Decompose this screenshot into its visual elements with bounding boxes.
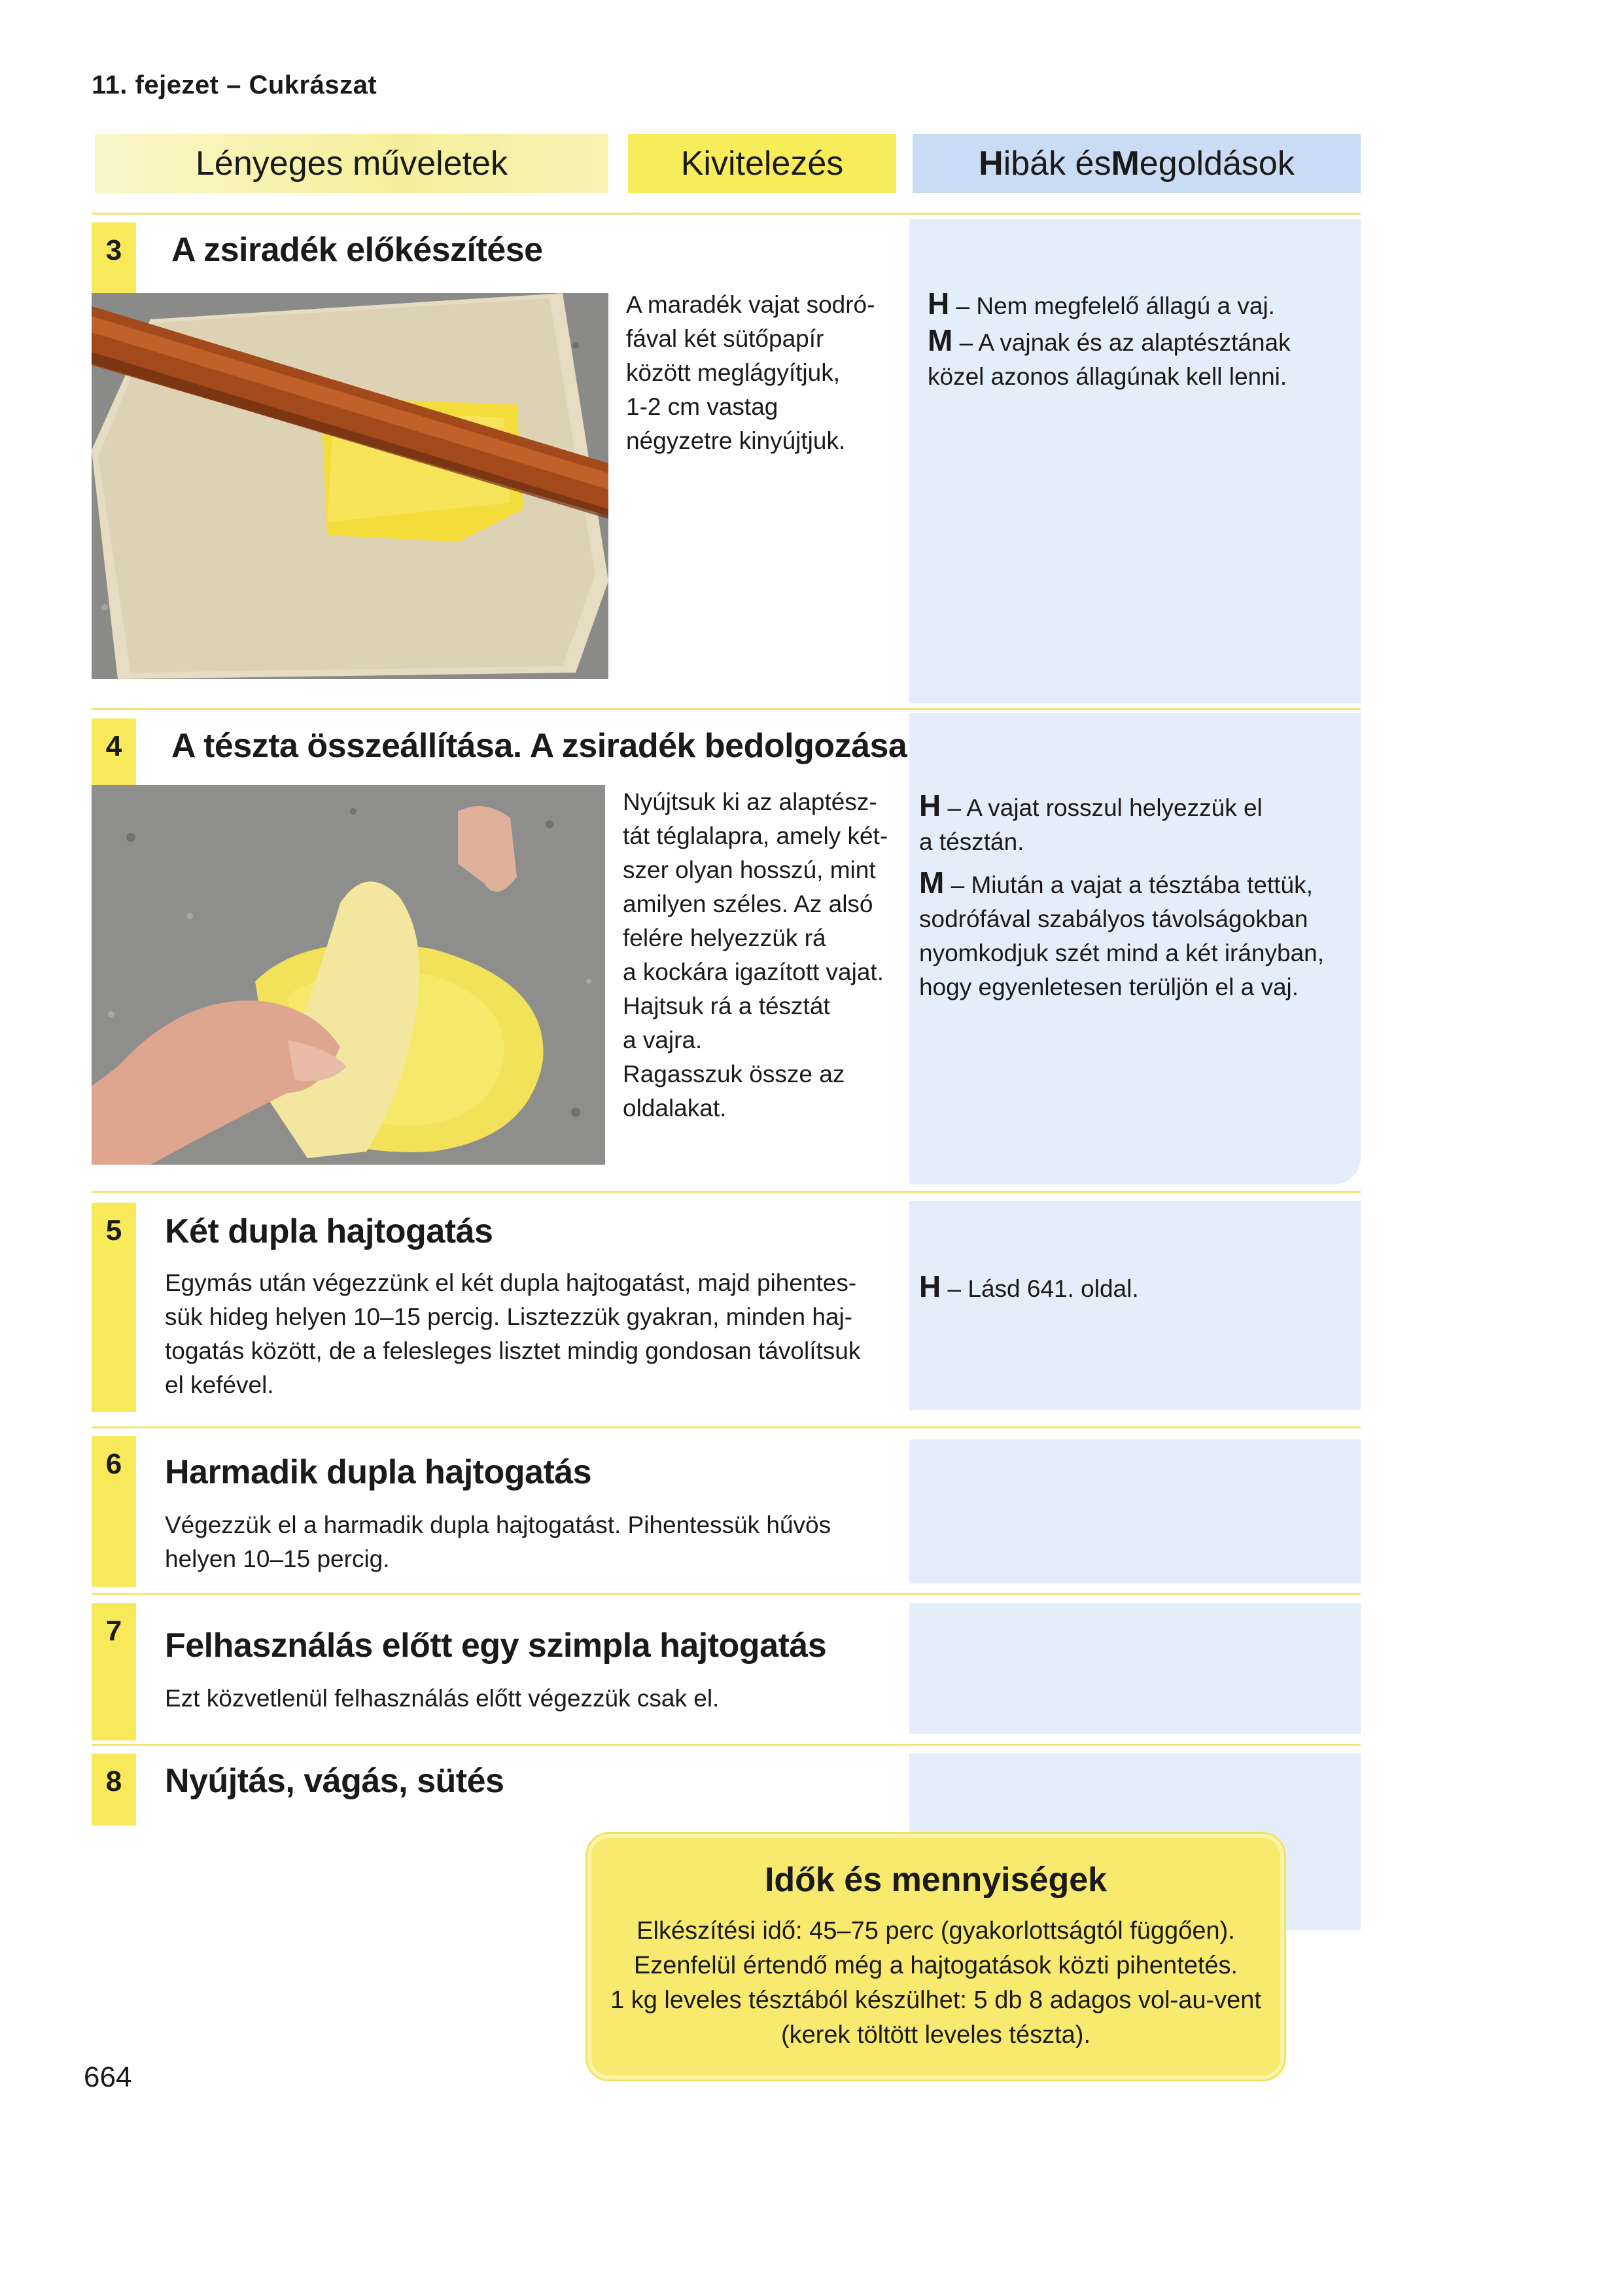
step-number: 5	[92, 1203, 136, 1412]
step4-text-line: tát téglalapra, amely két-	[623, 822, 888, 849]
m-label: M	[928, 323, 953, 357]
step-title: Nyújtás, vágás, sütés	[165, 1762, 504, 1800]
step4-errors	[919, 788, 1351, 1004]
errors-panel-step7	[909, 1603, 1361, 1734]
step5-text-line: togatás között, de a felesleges lisztet mindig gondosan távolítsuk	[165, 1337, 861, 1364]
column-header-operations	[95, 134, 608, 193]
h-text: – A vajat rosszul helyezzük el	[947, 794, 1263, 821]
m-text: – Miután a vajat a tésztába tettük,	[951, 872, 1313, 898]
m-text: – A vajnak és az alaptésztának	[959, 329, 1291, 356]
step3-errors	[928, 287, 1346, 394]
step3-text-line: fával két sütőpapír	[626, 325, 824, 352]
step3-text-line: négyzetre kinyújtjuk.	[626, 427, 846, 454]
separator	[92, 708, 1361, 710]
step6-text-line: helyen 10–15 percig.	[165, 1545, 390, 1572]
errors-panel-step6	[909, 1439, 1361, 1583]
m-text: hogy egyenletesen terüljön el a vaj.	[919, 974, 1299, 1000]
column-header-errors-solutions	[913, 134, 1361, 193]
step7-description	[165, 1682, 898, 1716]
times-quantities-box	[585, 1832, 1286, 2081]
header-text-mid: ibák és	[1003, 145, 1111, 183]
h-text: – Lásd 641. oldal.	[947, 1275, 1139, 1302]
step6-description	[165, 1508, 898, 1576]
h-label: H	[928, 287, 950, 321]
header-m-letter: M	[1111, 145, 1140, 183]
h-label: H	[919, 1269, 941, 1303]
step3-h-line	[928, 287, 1346, 323]
m-label: M	[919, 866, 945, 900]
step4-description	[623, 785, 904, 1125]
column-header-execution-label: Kivitelezés	[680, 145, 844, 183]
step5-text-line: Egymás után végezzünk el két dupla hajtogatást, majd pihentes-	[165, 1269, 857, 1296]
step-title: Két dupla hajtogatás	[165, 1212, 493, 1250]
step4-text-line: Nyújtsuk ki az alaptész-	[623, 788, 877, 815]
step4-text-line: amilyen széles. Az alsó	[623, 891, 873, 917]
step5-text-line: sük hideg helyen 10–15 percig. Lisztezzük gyakran, minden haj-	[165, 1303, 853, 1330]
separator	[92, 1191, 1361, 1193]
step4-text-line: Hajtsuk rá a tésztát	[623, 993, 830, 1019]
step3-description	[626, 288, 901, 458]
h-text: a tésztán.	[919, 828, 1024, 855]
step-number: 6	[92, 1436, 136, 1587]
column-header-operations-label: Lényeges műveletek	[196, 145, 508, 183]
separator	[92, 213, 1361, 215]
dough-folding-photo	[92, 785, 605, 1165]
infobox-line: (kerek töltött leveles tészta).	[780, 2021, 1091, 2049]
header-text-end: egoldások	[1139, 145, 1295, 183]
step3-text-line: 1-2 cm vastag	[626, 393, 778, 420]
step-number: 8	[92, 1754, 136, 1826]
step-title: A tészta összeállítása. A zsiradék bedolgozása	[171, 727, 907, 765]
step4-h-line	[919, 788, 1351, 825]
infobox-line: Ezenfelül értendő még a hajtogatások közti pihentetés.	[633, 1952, 1238, 1979]
m-text: közel azonos állagúnak kell lenni.	[928, 363, 1287, 390]
step3-m-line	[928, 323, 1346, 360]
step-title: Felhasználás előtt egy szimpla hajtogatás	[165, 1627, 827, 1665]
step4-text-line: felére helyezzük rá	[623, 925, 826, 951]
separator	[92, 1593, 1361, 1595]
chapter-title: 11. fejezet – Cukrászat	[92, 71, 377, 99]
m-text: sodrófával szabályos távolságokban	[919, 906, 1308, 932]
separator	[92, 1426, 1361, 1428]
separator	[92, 1744, 1361, 1746]
step5-h-line	[919, 1269, 1338, 1306]
step4-text-line: szer olyan hosszú, mint	[623, 857, 876, 883]
step-number: 3	[92, 222, 136, 294]
column-header-execution	[628, 134, 896, 193]
step5-description	[165, 1266, 898, 1402]
infobox-line: Elkészítési idő: 45–75 perc (gyakorlottságtól függően).	[637, 1917, 1235, 1945]
infobox-title: Idők és mennyiségek	[764, 1861, 1108, 1899]
step4-text-line: oldalakat.	[623, 1095, 727, 1122]
step6-text-line: Végezzük el a harmadik dupla hajtogatást. Pihentessük hűvös	[165, 1511, 831, 1538]
step5-errors	[919, 1269, 1338, 1306]
step-number: 7	[92, 1603, 136, 1740]
infobox-line: 1 kg leveles tésztából készülhet: 5 db 8 adagos vol-au-vent	[610, 1987, 1261, 2014]
step4-m-line	[919, 866, 1351, 902]
m-text: nyomkodjuk szét mind a két irányban,	[919, 940, 1325, 966]
step-title: Harmadik dupla hajtogatás	[165, 1453, 592, 1491]
step3-text-line: között meglágyítjuk,	[626, 359, 840, 386]
step7-text-line: Ezt közvetlenül felhasználás előtt végezzük csak el.	[165, 1685, 720, 1712]
h-label: H	[919, 788, 941, 822]
step5-text-line: el kefével.	[165, 1371, 274, 1398]
page-number: 664	[84, 2061, 132, 2093]
h-text: – Nem megfelelő állagú a vaj.	[956, 292, 1275, 319]
step4-text-line: a kockára igazított vajat.	[623, 959, 884, 985]
step4-text-line: Ragasszuk össze az	[623, 1061, 845, 1087]
step-number: 4	[92, 718, 136, 792]
header-h-letter: H	[979, 145, 1003, 183]
step3-text-line: A maradék vajat sodró-	[626, 291, 875, 318]
butter-rolling-photo	[92, 293, 608, 679]
step-title: A zsiradék előkészítése	[171, 231, 543, 269]
step4-text-line: a vajra.	[623, 1027, 703, 1053]
